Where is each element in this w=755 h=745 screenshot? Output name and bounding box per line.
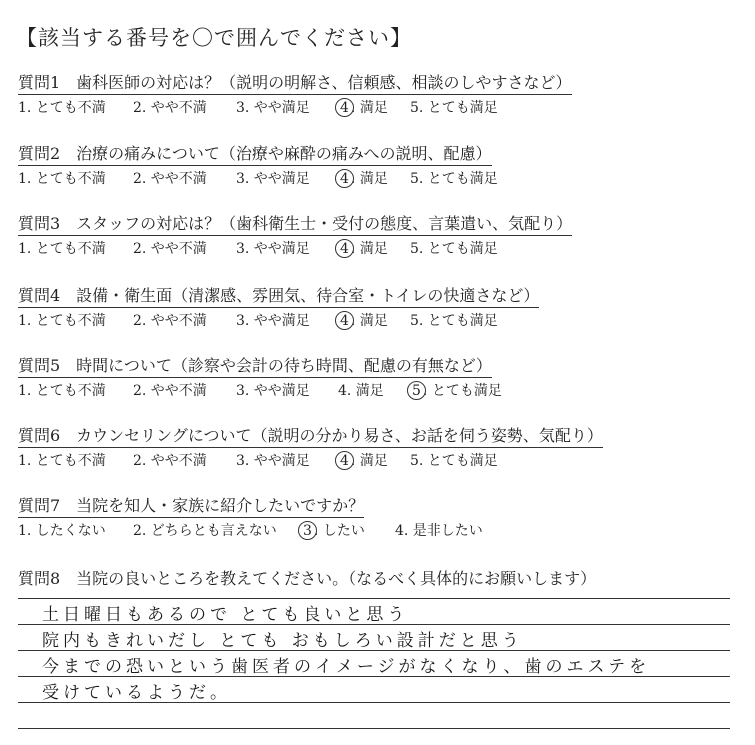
question-8-title: 質問8 当院の良いところを教えてください。（なるべく具体的にお願いします）: [18, 569, 597, 588]
question-title: 質問2 治療の痛みについて（治療や麻酔の痛みへの説明、配慮）: [18, 141, 492, 166]
selected-answer-option[interactable]: 4 . 満足: [340, 453, 388, 469]
answer-option[interactable]: 1. したくない: [18, 523, 106, 539]
answer-option[interactable]: 5. とても満足: [410, 171, 498, 187]
answer-option[interactable]: 5. とても満足: [410, 100, 498, 116]
selected-answer-option[interactable]: 5 . とても満足: [412, 383, 502, 399]
answer-option[interactable]: 1. とても不満: [18, 383, 106, 399]
circled-number: 4: [340, 453, 349, 469]
selected-answer-option[interactable]: 3 . したい: [303, 523, 365, 539]
answer-option[interactable]: 3. やや満足: [236, 100, 310, 116]
answer-option[interactable]: 5. とても満足: [410, 313, 498, 329]
answer-option[interactable]: 1. とても不満: [18, 171, 106, 187]
circled-number: 4: [340, 171, 349, 187]
answer-option[interactable]: 3. やや満足: [236, 453, 310, 469]
answer-option[interactable]: 3. やや満足: [236, 383, 310, 399]
answer-option[interactable]: 2. やや不満: [133, 171, 207, 187]
selected-answer-option[interactable]: 4 . 満足: [340, 241, 388, 257]
question-3: [18, 211, 708, 281]
question-title: 質問4 設備・衛生面（清潔感、雰囲気、待合室・トイレの快適さなど）: [18, 283, 539, 308]
answer-line: [18, 598, 730, 599]
answer-option[interactable]: 3. やや満足: [236, 171, 310, 187]
question-title: 質問7 当院を知人・家族に紹介したいですか？: [18, 493, 364, 518]
circled-number: 4: [340, 241, 349, 257]
selected-answer-option[interactable]: 4 . 満足: [340, 100, 388, 116]
question-title: 質問5 時間について（診察や会計の待ち時間、配慮の有無など）: [18, 353, 492, 378]
selected-answer-option[interactable]: 4 . 満足: [340, 313, 388, 329]
answer-option[interactable]: 2. やや不満: [133, 453, 207, 469]
answer-option[interactable]: 3. やや満足: [236, 241, 310, 257]
answer-option[interactable]: 5. とても満足: [410, 453, 498, 469]
answer-option[interactable]: 1. とても不満: [18, 241, 106, 257]
answer-option[interactable]: 4. 是非したい: [395, 523, 483, 539]
answer-option[interactable]: 5. とても満足: [410, 241, 498, 257]
selected-answer-option[interactable]: 4 . 満足: [340, 171, 388, 187]
circled-number: 5: [412, 383, 421, 399]
answer-option[interactable]: 2. やや不満: [133, 100, 207, 116]
question-5: [18, 353, 708, 423]
circled-number: 3: [303, 523, 312, 539]
answer-option[interactable]: 2. やや不満: [133, 313, 207, 329]
answer-option[interactable]: 1. とても不満: [18, 453, 106, 469]
question-title: 質問6 カウンセリングについて（説明の分かり易さ、お話を伺う姿勢、気配り）: [18, 423, 603, 448]
handwritten-line: 受けているようだ。: [42, 683, 231, 703]
answer-line: [18, 728, 730, 729]
answer-option[interactable]: 1. とても不満: [18, 100, 106, 116]
handwritten-line: 今までの恐いという歯医者のイメージがなくなり、歯のエステを: [42, 657, 651, 677]
answer-option[interactable]: 4. 満足: [338, 383, 384, 399]
circled-number: 4: [340, 313, 349, 329]
answer-option[interactable]: 1. とても不満: [18, 313, 106, 329]
question-1: [18, 70, 708, 140]
instruction-heading: 【該当する番号を〇で囲んでください】: [16, 26, 412, 50]
question-2: [18, 141, 708, 211]
circled-number: 4: [340, 100, 349, 116]
question-title: 質問1 歯科医師の対応は？（説明の明解さ、信頼感、相談のしやすさなど）: [18, 70, 572, 95]
answer-option[interactable]: 2. やや不満: [133, 241, 207, 257]
handwritten-line: 土日曜日もあるので とても良いと思う: [42, 605, 409, 625]
question-title: 質問3 スタッフの対応は？（歯科衛生士・受付の態度、言葉遣い、気配り）: [18, 211, 572, 236]
question-7: [18, 493, 708, 563]
answer-option[interactable]: 2. どちらとも言えない: [133, 523, 277, 539]
question-8: [18, 566, 596, 589]
question-6: [18, 423, 708, 493]
question-4: [18, 283, 708, 353]
answer-option[interactable]: 3. やや満足: [236, 313, 310, 329]
handwritten-line: 院内もきれいだし とても おもしろい設計だと思う: [42, 631, 523, 651]
answer-option[interactable]: 2. やや不満: [133, 383, 207, 399]
